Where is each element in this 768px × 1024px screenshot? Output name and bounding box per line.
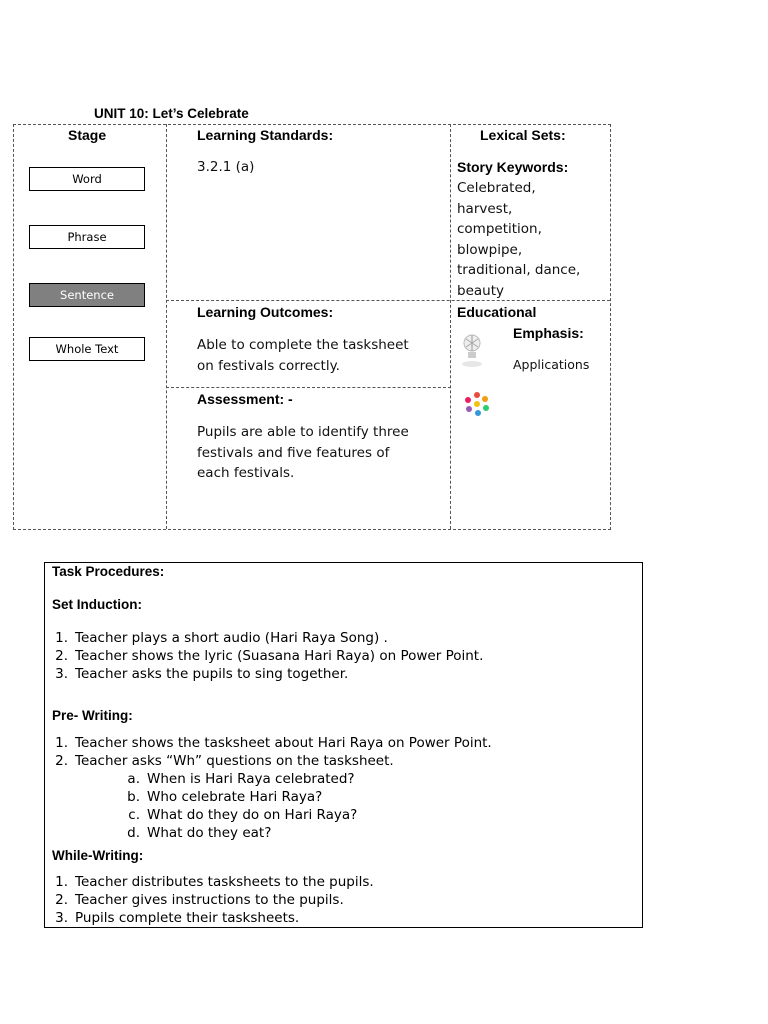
unit-title: UNIT 10: Let’s Celebrate xyxy=(94,106,249,121)
story-keywords-label: Story Keywords: xyxy=(457,159,569,175)
set-induction-list xyxy=(46,629,483,683)
pre-writing-label: Pre- Writing: xyxy=(52,708,133,723)
emphasis-header: Emphasis: xyxy=(513,325,584,341)
list-item: a. When is Hari Raya celebrated? xyxy=(127,771,355,787)
learning-outcomes: Able to complete the tasksheet on festivals correctly. xyxy=(197,337,409,374)
stage-whole-text: Whole Text xyxy=(29,337,145,361)
list-item: d. What do they eat? xyxy=(127,825,272,841)
list-item: 3. Teacher asks the pupils to sing together. xyxy=(55,666,349,682)
stage-word: Word xyxy=(29,167,145,191)
list-item: 1. Teacher plays a short audio (Hari Raya Song) . xyxy=(55,630,388,646)
task-procedures-title: Task Procedures: xyxy=(52,564,165,579)
learning-outcomes-header: Learning Outcomes: xyxy=(197,304,334,320)
while-writing-list xyxy=(46,873,374,927)
stage-phrase: Phrase xyxy=(29,225,145,249)
while-writing-label: While-Writing: xyxy=(52,848,144,863)
list-item: 1. Teacher shows the tasksheet about Hari Raya on Power Point. xyxy=(55,735,492,751)
table-divider xyxy=(166,124,167,529)
story-keywords: Celebrated, harvest, competition, blowpipe, traditional, dance, beauty xyxy=(457,180,581,299)
list-item: 1. Teacher distributes tasksheets to the pupils. xyxy=(55,874,374,890)
list-item: 2. Teacher gives instructions to the pupils. xyxy=(55,892,344,908)
color-wheel-icon xyxy=(463,391,491,417)
assessment-header: Assessment: - xyxy=(197,391,293,407)
set-induction-label: Set Induction: xyxy=(52,597,142,612)
learning-standards-value: 3.2.1 (a) xyxy=(197,159,255,175)
list-item: 2. Teacher shows the lyric (Suasana Hari Raya) on Power Point. xyxy=(55,648,484,664)
educational-header: Educational xyxy=(457,304,537,320)
lexical-sets-header: Lexical Sets: xyxy=(480,127,566,143)
list-item: 2. Teacher asks “Wh” questions on the tasksheet. xyxy=(55,753,394,769)
list-item: 3. Pupils complete their tasksheets. xyxy=(55,910,300,926)
emphasis-value: Applications xyxy=(513,357,590,372)
learning-standards-header: Learning Standards: xyxy=(197,127,334,143)
assessment: Pupils are able to identify three festivals and five features of each festivals. xyxy=(197,424,409,481)
list-item: c. What do they do on Hari Raya? xyxy=(128,807,358,823)
table-divider xyxy=(166,387,451,388)
pre-writing-list xyxy=(46,734,492,842)
lightbulb-icon xyxy=(459,330,485,370)
table-divider xyxy=(450,124,451,529)
stage-header: Stage xyxy=(68,127,107,143)
stage-sentence: Sentence xyxy=(29,283,145,307)
list-item: b. Who celebrate Hari Raya? xyxy=(127,789,323,805)
